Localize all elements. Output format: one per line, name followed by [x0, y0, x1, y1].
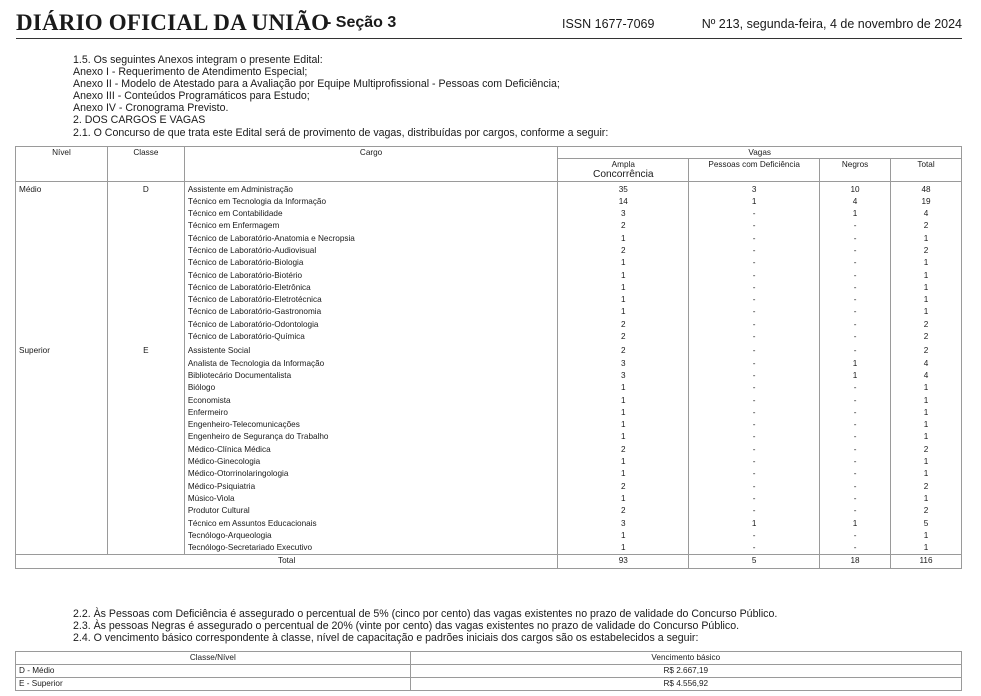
cell-total: 48 [891, 181, 962, 196]
cell-nivel: Médio [16, 181, 108, 196]
cell-total: 1 [891, 270, 962, 282]
cell-pcd: - [689, 407, 820, 419]
cell-nivel [16, 220, 108, 232]
cell-cargo: Músico-Viola [184, 493, 558, 505]
cell-negros: - [820, 431, 891, 443]
cell-total: 1 [891, 542, 962, 555]
table-row [16, 233, 962, 245]
cell-ampla: 3 [558, 208, 689, 220]
cell-negros: - [820, 407, 891, 419]
table-row [16, 444, 962, 456]
cell-pcd: - [689, 493, 820, 505]
cell-classe [107, 419, 184, 431]
table-row [16, 493, 962, 505]
cell-nivel [16, 358, 108, 370]
cell-cargo: Técnico em Tecnologia da Informação [184, 196, 558, 208]
cell-cargo: Técnico de Laboratório-Eletrotécnica [184, 294, 558, 306]
cell-cargo: Técnico de Laboratório-Biologia [184, 257, 558, 269]
table-row [16, 282, 962, 294]
cell-ampla: 1 [558, 456, 689, 468]
vencimento-table [15, 651, 962, 691]
cell-total: 1 [891, 530, 962, 542]
cell-cargo: Engenheiro-Telecomunicações [184, 419, 558, 431]
cell-classe [107, 331, 184, 343]
header-pcd: Pessoas com Deficiência [689, 159, 820, 182]
total-row [16, 555, 962, 568]
cell-ampla: 1 [558, 407, 689, 419]
cell-total: 2 [891, 220, 962, 232]
cell-cargo: Tecnólogo-Arqueologia [184, 530, 558, 542]
cell-ampla: 1 [558, 282, 689, 294]
cell-nivel [16, 233, 108, 245]
cell-nivel [16, 456, 108, 468]
cell-nivel [16, 282, 108, 294]
cell-total: 4 [891, 358, 962, 370]
newspaper-title: DIÁRIO OFICIAL DA UNIÃO [16, 10, 330, 35]
cell-cargo: Técnico de Laboratório-Eletrônica [184, 282, 558, 294]
cell-total: 19 [891, 196, 962, 208]
cell-classe [107, 530, 184, 542]
cell-negros: - [820, 245, 891, 257]
cell-total: 1 [891, 493, 962, 505]
cell-pcd: - [689, 282, 820, 294]
cell-classe [107, 395, 184, 407]
cell-cargo: Assistente Social [184, 343, 558, 357]
cell-total: 4 [891, 370, 962, 382]
text-line: 2. DOS CARGOS E VAGAS [73, 114, 206, 127]
cell-negros: - [820, 444, 891, 456]
cell-classe [107, 220, 184, 232]
cell-total: 1 [891, 431, 962, 443]
cell-ampla: 1 [558, 395, 689, 407]
cell-ampla: 1 [558, 419, 689, 431]
cell-pcd: - [689, 270, 820, 282]
cell-cargo: Técnico de Laboratório-Audiovisual [184, 245, 558, 257]
cell-cargo: Técnico de Laboratório-Biotério [184, 270, 558, 282]
cell-ampla: 2 [558, 319, 689, 331]
cell-nivel [16, 481, 108, 493]
cell-pcd: 3 [689, 181, 820, 196]
cell-total: 1 [891, 382, 962, 394]
table-row [16, 331, 962, 343]
cell-pcd: - [689, 257, 820, 269]
cell-classe [107, 431, 184, 443]
cell-nivel: Superior [16, 343, 108, 357]
cell-ampla: 14 [558, 196, 689, 208]
cell-classe [107, 542, 184, 555]
header-cargo: Cargo [184, 147, 558, 182]
table-row [16, 456, 962, 468]
cell-nivel [16, 505, 108, 517]
cell-classe [107, 358, 184, 370]
table-row [16, 270, 962, 282]
cell-cargo: Economista [184, 395, 558, 407]
cell-pcd: - [689, 245, 820, 257]
cell-pcd: - [689, 468, 820, 480]
issn: ISSN 1677-7069 [562, 17, 655, 31]
table-row [16, 518, 962, 530]
cell-ampla: 1 [558, 468, 689, 480]
cell-pcd: - [689, 220, 820, 232]
cell-pcd: - [689, 505, 820, 517]
cell-negros: - [820, 456, 891, 468]
cell-classe [107, 444, 184, 456]
cell-classe [107, 518, 184, 530]
cell-pcd: - [689, 530, 820, 542]
cell-negros: - [820, 493, 891, 505]
header-negros: Negros [820, 159, 891, 182]
header-classe-nivel: Classe/Nível [16, 652, 411, 665]
cell-nivel [16, 270, 108, 282]
cell-negros: - [820, 306, 891, 318]
text-line: Anexo IV - Cronograma Previsto. [73, 102, 229, 115]
cell-nivel [16, 407, 108, 419]
table-row [16, 382, 962, 394]
table-row [16, 678, 962, 691]
cell-total: 1 [891, 294, 962, 306]
cell-ampla: 1 [558, 294, 689, 306]
cell-classe [107, 407, 184, 419]
cell-classe [107, 208, 184, 220]
table-row [16, 468, 962, 480]
cell-pcd: - [689, 319, 820, 331]
cell-pcd: - [689, 294, 820, 306]
table-row [16, 407, 962, 419]
cell-pcd: - [689, 331, 820, 343]
header-ampla [558, 159, 689, 182]
cell-pcd: - [689, 233, 820, 245]
header-total: Total [891, 159, 962, 182]
cell-cargo: Médico-Clínica Médica [184, 444, 558, 456]
table-row [16, 419, 962, 431]
text-line: 2.4. O vencimento básico correspondente à classe, nível de capacitação e padrões iniciais dos cargos são os estabelecidos a seguir: [73, 632, 699, 645]
cell-cargo: Médico-Psiquiatria [184, 481, 558, 493]
cell-cargo: Tecnólogo-Secretariado Executivo [184, 542, 558, 555]
cell-pcd: - [689, 358, 820, 370]
cell-pcd: - [689, 419, 820, 431]
table-row [16, 665, 962, 678]
cell-total: 2 [891, 505, 962, 517]
table-row [16, 306, 962, 318]
cell-ampla: 3 [558, 358, 689, 370]
cell-classe [107, 233, 184, 245]
cell-pcd: - [689, 395, 820, 407]
cell-ampla: 3 [558, 518, 689, 530]
cell-total: 1 [891, 306, 962, 318]
cell-negros: - [820, 395, 891, 407]
cell-vencimento: R$ 4.556,92 [410, 678, 961, 691]
table-row [16, 196, 962, 208]
cell-cargo: Bibliotecário Documentalista [184, 370, 558, 382]
cell-classe [107, 468, 184, 480]
table-row [16, 343, 962, 357]
cell-nivel [16, 331, 108, 343]
cell-negros: - [820, 233, 891, 245]
cell-ampla: 2 [558, 343, 689, 357]
cell-classe [107, 282, 184, 294]
cell-negros: 1 [820, 208, 891, 220]
cell-classe [107, 306, 184, 318]
cell-ampla: 1 [558, 431, 689, 443]
cell-cargo: Técnico em Enfermagem [184, 220, 558, 232]
cell-nivel [16, 370, 108, 382]
cell-cargo: Técnico em Assuntos Educacionais [184, 518, 558, 530]
table-row [16, 431, 962, 443]
cell-nivel [16, 382, 108, 394]
cell-total: 5 [891, 518, 962, 530]
cell-negros: - [820, 481, 891, 493]
section-label: - Seção 3 [326, 14, 397, 31]
cell-pcd: - [689, 306, 820, 318]
cell-ampla: 3 [558, 370, 689, 382]
cell-total: 1 [891, 419, 962, 431]
vagas-body [16, 181, 962, 568]
cell-total: 1 [891, 233, 962, 245]
cell-classe [107, 294, 184, 306]
cell-pcd: - [689, 208, 820, 220]
cell-negros: - [820, 331, 891, 343]
cell-total: 2 [891, 444, 962, 456]
cell-pcd: - [689, 431, 820, 443]
cell-negros: - [820, 468, 891, 480]
cell-classe [107, 493, 184, 505]
cell-ampla: 1 [558, 542, 689, 555]
cell-total-total: 116 [891, 555, 962, 568]
cell-negros: - [820, 220, 891, 232]
header-ampla-line2: Concorrência [592, 169, 654, 180]
cell-classe [107, 370, 184, 382]
cell-pcd: - [689, 542, 820, 555]
text-line: 2.1. O Concurso de que trata este Edital será de provimento de vagas, distribuídas por cargos, conforme a seguir: [73, 126, 609, 139]
cell-ampla: 1 [558, 257, 689, 269]
cell-cargo: Produtor Cultural [184, 505, 558, 517]
cell-ampla: 2 [558, 481, 689, 493]
cell-cargo: Técnico de Laboratório-Anatomia e Necropsia [184, 233, 558, 245]
cell-pcd: - [689, 343, 820, 357]
cell-total: 2 [891, 331, 962, 343]
cell-nivel [16, 208, 108, 220]
cell-negros: - [820, 282, 891, 294]
cell-nivel [16, 444, 108, 456]
cell-nivel [16, 196, 108, 208]
cell-total: 1 [891, 395, 962, 407]
cell-classe [107, 196, 184, 208]
cell-nivel [16, 530, 108, 542]
cell-total: 1 [891, 407, 962, 419]
cell-nivel [16, 319, 108, 331]
text-line: Anexo II - Modelo de Atestado para a Avaliação por Equipe Multiprofissional - Pessoas com Deficiência; [73, 78, 560, 91]
cell-total-pcd: 5 [689, 555, 820, 568]
intro-text [73, 54, 608, 139]
cell-nivel [16, 257, 108, 269]
vagas-table [15, 146, 962, 569]
cell-negros: - [820, 343, 891, 357]
cell-total: 1 [891, 282, 962, 294]
cell-ampla: 2 [558, 505, 689, 517]
cell-nivel [16, 431, 108, 443]
cell-classe-nivel: D - Médio [16, 665, 411, 678]
cell-nivel [16, 294, 108, 306]
cell-classe [107, 456, 184, 468]
cell-total: 2 [891, 481, 962, 493]
notes-text [73, 608, 777, 644]
header-vagas: Vagas [558, 147, 962, 159]
table-row [16, 257, 962, 269]
cell-pcd: - [689, 481, 820, 493]
cell-cargo: Médico-Ginecologia [184, 456, 558, 468]
cell-total: 2 [891, 319, 962, 331]
cell-classe [107, 270, 184, 282]
cell-ampla: 2 [558, 444, 689, 456]
cell-negros: - [820, 294, 891, 306]
cell-ampla: 2 [558, 245, 689, 257]
table-row [16, 220, 962, 232]
cell-nivel [16, 306, 108, 318]
cell-total-label: Total [16, 555, 558, 568]
header-vencimento: Vencimento básico [410, 652, 961, 665]
cell-negros: 1 [820, 358, 891, 370]
cell-pcd: - [689, 444, 820, 456]
cell-total: 1 [891, 257, 962, 269]
cell-classe [107, 319, 184, 331]
table-row [16, 530, 962, 542]
cell-classe [107, 481, 184, 493]
cell-nivel [16, 493, 108, 505]
cell-classe [107, 505, 184, 517]
masthead [16, 8, 962, 39]
text-line: 1.5. Os seguintes Anexos integram o presente Edital: [73, 54, 323, 66]
text-line: 2.3. Às pessoas Negras é assegurado o percentual de 20% (vinte por cento) das vagas existentes no prazo de validade do Concurso Público. [73, 620, 740, 633]
cell-negros: - [820, 505, 891, 517]
cell-cargo: Técnico de Laboratório-Odontologia [184, 319, 558, 331]
cell-negros: 10 [820, 181, 891, 196]
text-line: 2.2. Às Pessoas com Deficiência é assegurado o percentual de 5% (cinco por cento) das vagas existentes no prazo de validade do Concurso Público. [73, 608, 778, 620]
cell-nivel [16, 468, 108, 480]
cell-negros: 4 [820, 196, 891, 208]
cell-negros: - [820, 419, 891, 431]
cell-pcd: - [689, 370, 820, 382]
cell-total: 4 [891, 208, 962, 220]
table-row [16, 208, 962, 220]
cell-cargo: Técnico de Laboratório-Química [184, 331, 558, 343]
table-row [16, 181, 962, 196]
cell-cargo: Engenheiro de Segurança do Trabalho [184, 431, 558, 443]
cell-cargo: Analista de Tecnologia da Informação [184, 358, 558, 370]
cell-negros: - [820, 270, 891, 282]
cell-nivel [16, 419, 108, 431]
cell-classe [107, 382, 184, 394]
cell-vencimento: R$ 2.667,19 [410, 665, 961, 678]
table-row [16, 481, 962, 493]
cell-cargo: Assistente em Administração [184, 181, 558, 196]
cell-classe-nivel: E - Superior [16, 678, 411, 691]
issue-date: Nº 213, segunda-feira, 4 de novembro de 2024 [701, 17, 962, 31]
cell-negros: - [820, 530, 891, 542]
cell-total-ampla: 93 [558, 555, 689, 568]
table-row [16, 505, 962, 517]
cell-total: 2 [891, 343, 962, 357]
cell-negros: - [820, 382, 891, 394]
cell-negros: 1 [820, 518, 891, 530]
cell-total: 1 [891, 468, 962, 480]
cell-classe: D [107, 181, 184, 196]
cell-ampla: 1 [558, 270, 689, 282]
cell-negros: - [820, 257, 891, 269]
cell-negros: 1 [820, 370, 891, 382]
cell-ampla: 1 [558, 493, 689, 505]
header-classe: Classe [107, 147, 184, 182]
cell-cargo: Técnico em Contabilidade [184, 208, 558, 220]
cell-ampla: 35 [558, 181, 689, 196]
cell-pcd: 1 [689, 196, 820, 208]
table-row [16, 395, 962, 407]
text-line: Anexo III - Conteúdos Programáticos para Estudo; [73, 90, 310, 103]
cell-pcd: - [689, 382, 820, 394]
cell-cargo: Biólogo [184, 382, 558, 394]
table-row [16, 319, 962, 331]
cell-classe [107, 257, 184, 269]
cell-total: 1 [891, 456, 962, 468]
cell-nivel [16, 245, 108, 257]
cell-cargo: Médico-Otorrinolaringologia [184, 468, 558, 480]
cell-classe: E [107, 343, 184, 357]
table-row [16, 294, 962, 306]
cell-nivel [16, 518, 108, 530]
header-nivel: Nível [16, 147, 108, 182]
cell-cargo: Enfermeiro [184, 407, 558, 419]
cell-total-negros: 18 [820, 555, 891, 568]
cell-classe [107, 245, 184, 257]
cell-ampla: 1 [558, 306, 689, 318]
cell-ampla: 1 [558, 382, 689, 394]
cell-total: 2 [891, 245, 962, 257]
cell-ampla: 1 [558, 530, 689, 542]
table-row [16, 542, 962, 555]
cell-negros: - [820, 542, 891, 555]
cell-pcd: 1 [689, 518, 820, 530]
cell-nivel [16, 542, 108, 555]
cell-nivel [16, 395, 108, 407]
cell-negros: - [820, 319, 891, 331]
header-ampla-line1: Ampla [611, 160, 635, 169]
cell-ampla: 1 [558, 233, 689, 245]
cell-ampla: 2 [558, 331, 689, 343]
cell-pcd: - [689, 456, 820, 468]
table-row [16, 370, 962, 382]
table-row [16, 245, 962, 257]
cell-cargo: Técnico de Laboratório-Gastronomia [184, 306, 558, 318]
cell-ampla: 2 [558, 220, 689, 232]
text-line: Anexo I - Requerimento de Atendimento Especial; [73, 66, 308, 79]
table-row [16, 358, 962, 370]
